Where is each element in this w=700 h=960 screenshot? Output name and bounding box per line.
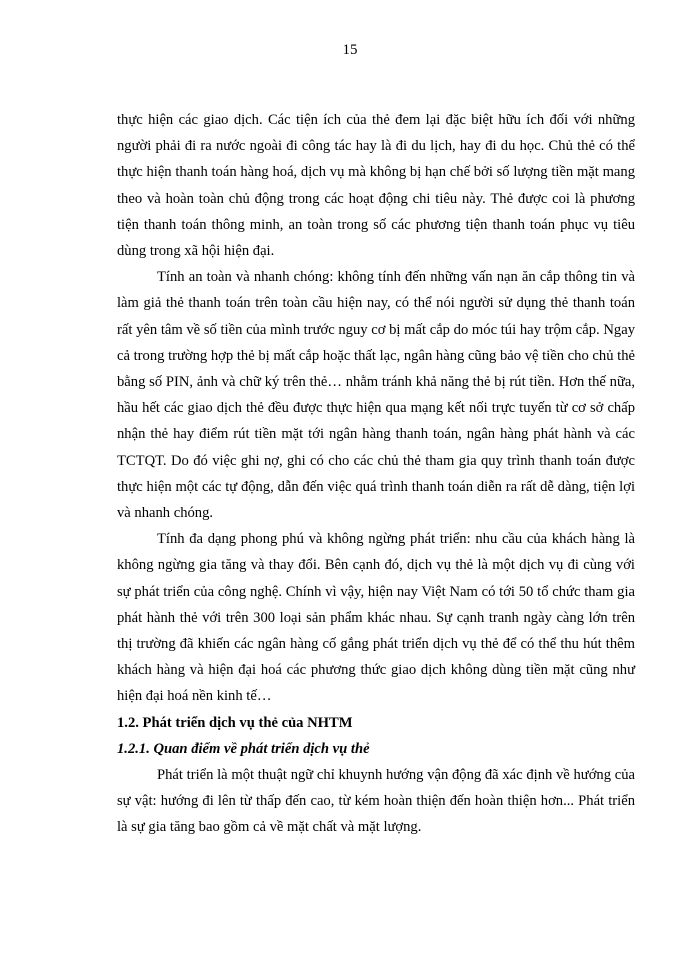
section-heading: 1.2. Phát triển dịch vụ thẻ của NHTM bbox=[117, 714, 353, 731]
paragraph-development-definition: Phát triển là một thuật ngữ chỉ khuynh hướng vận động đã xác định về hướng của sự vật: hướng đi lên từ thấp đến cao, từ kém hoàn thiện đến hoàn thiện hơn... Phát triển là sự gia tăng bao gồm cả về mặt chất và mặt lượng. bbox=[117, 767, 635, 836]
paragraph-card-utility: thực hiện các giao dịch. Các tiện ích của thẻ đem lại đặc biệt hữu ích đối với những người phải đi ra nước ngoài đi công tác hay là đi du lịch, hay đi du học. Chủ thẻ có thể thực hiện thanh toán hàng hoá, dịch vụ mà không bị hạn chế bởi số lượng tiền mặt mang theo và hoàn toàn chủ động trong các hoạt động chi tiêu này. Thẻ được coi là phương tiện thanh toán thông minh, an toàn trong số các phương tiện thanh toán phục vụ tiêu dùng trong xã hội hiện đại. bbox=[117, 112, 635, 260]
subsection-heading: 1.2.1. Quan điểm về phát triển dịch vụ thẻ bbox=[117, 740, 370, 757]
paragraph-safety-speed: Tính an toàn và nhanh chóng: không tính đến những vấn nạn ăn cắp thông tin và làm giả thẻ thanh toán trên toàn cầu hiện nay, có thể nói người sử dụng thẻ thanh toán rất yên tâm về số tiền của mình trước nguy cơ bị mất cắp do móc túi hay trộm cắp. Ngay cả trong trường hợp thẻ bị mất cắp hoặc thất lạc, ngân hàng cũng bảo vệ tiền cho chủ thẻ bằng số PIN, ảnh và chữ ký trên thẻ… nhằm tránh khả năng thẻ bị rút tiền. Hơn thế nữa, hầu hết các giao dịch thẻ đều được thực hiện qua mạng kết nối trực tuyến từ cơ sở chấp nhận thẻ hay điểm rút tiền mặt tới ngân hàng thanh toán, ngân hàng phát hành và các TCTQT. Do đó việc ghi nợ, ghi có cho các chủ thẻ tham gia quy trình thanh toán được thực hiện một các tự động, dẫn đến việc quá trình thanh toán diễn ra rất dễ dàng, tiện lợi và nhanh chóng. bbox=[117, 269, 635, 522]
page-number: 15 bbox=[342, 42, 358, 58]
paragraph-diversity: Tính đa dạng phong phú và không ngừng phát triển: nhu cầu của khách hàng là không ngừng gia tăng và thay đổi. Bên cạnh đó, dịch vụ thẻ là một dịch vụ đi cùng với sự phát triển của công nghệ. Chính vì vậy, hiện nay Việt Nam có tới 50 tổ chức tham gia phát hành thẻ với trên 300 loại sản phẩm khác nhau. Sự cạnh tranh ngày càng lớn trên thị trường đã khiến các ngân hàng cố gắng phát triển dịch vụ thẻ để có thể thu hút thêm khách hàng và hiện đại hoá các phương thức giao dịch không dùng tiền mặt cũng như hiện đại hoá nền kinh tế… bbox=[117, 531, 635, 705]
document-body bbox=[117, 107, 635, 841]
